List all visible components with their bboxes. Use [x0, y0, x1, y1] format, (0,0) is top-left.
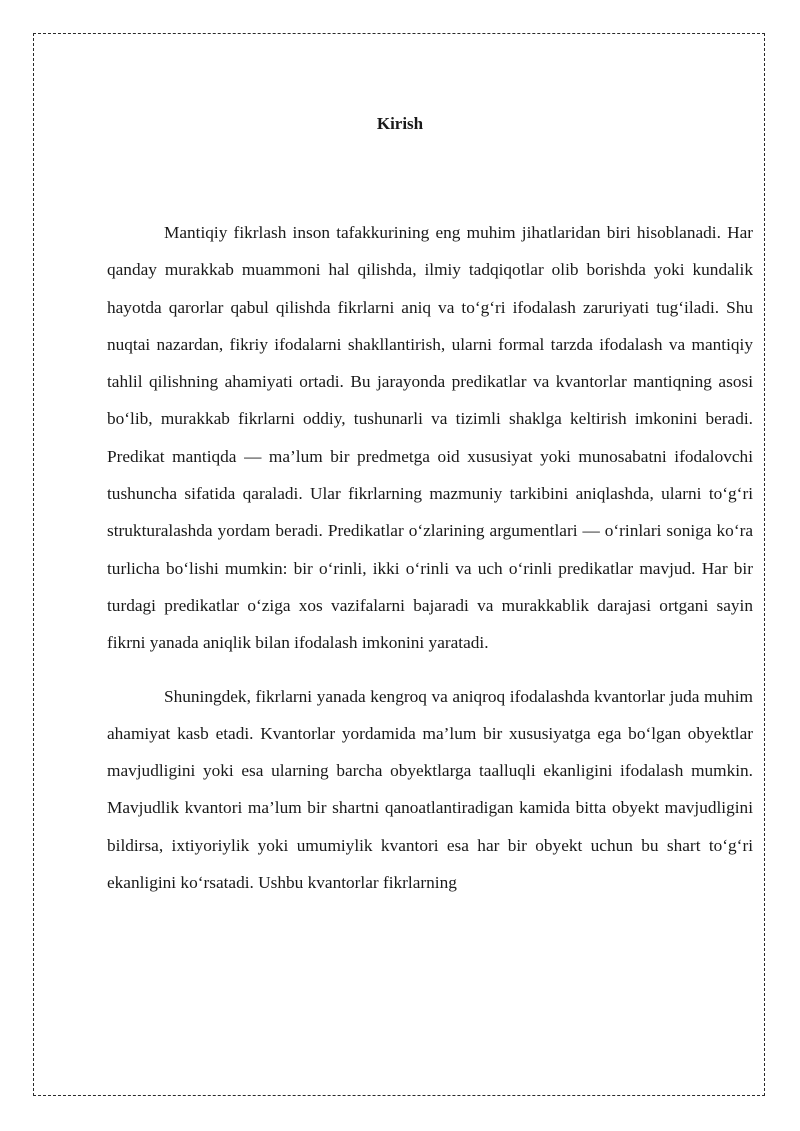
paragraph-1: Mantiqiy fikrlash inson tafakkurining eng muhim jihatlaridan biri hisoblanadi. Har qanday murakkab muammoni hal qilishda, ilmiy tadqiqotlar olib borishda yoki kundalik hayotda qarorlar qabul qilishda fikrlarni aniq va to‘g‘ri ifodalash zaruriyati tug‘iladi. Shu nuqtai nazardan, fikriy ifodalarni shakllantirish, ularni formal tarzda ifodalash va mantiqiy tahlil qilishning ahamiyati ortadi. Bu jarayonda predikatlar va kvantorlar mantiqning asosi bo‘lib, murakkab fikrlarni oddiy, tushunarli va tizimli shaklga keltirish imkonini beradi. Predikat mantiqda — ma’lum bir predmetga oid xususiyat yoki munosabatni ifodalovchi tushuncha sifatida qaraladi. Ular fikrlarning mazmuniy tarkibini aniqlashda, ularni to‘g‘ri strukturalashda yordam beradi. Predikatlar o‘zlarining argumentlari — o‘rinlari soniga ko‘ra turlicha bo‘lishi mumkin: bir o‘rinli, ikki o‘rinli va uch o‘rinli predikatlar mavjud. Har bir turdagi predikatlar o‘ziga xos vazifalarni bajaradi va murakkablik darajasi ortgani sayin fikrni yanada aniqlik bilan ifodalash imkonini yaratadi.: [107, 223, 753, 653]
document-body: [107, 214, 753, 901]
page-title: Kirish: [376, 114, 424, 133]
paragraph-2: Shuningdek, fikrlarni yanada kengroq va aniqroq ifodalashda kvantorlar juda muhim ahamiyat kasb etadi. Kvantorlar yordamida ma’lum bir xususiyatga ega bo‘lgan obyektlar mavjudligini yoki esa ularning barcha obyektlarga taalluqli ekanligini ifodalash mumkin. Mavjudlik kvantori ma’lum bir shartni qanoatlantiradigan kamida bitta obyekt mavjudligini bildirsa, ixtiyoriylik yoki umumiylik kvantori esa har bir obyekt uchun bu shart to‘g‘ri ekanligini ko‘rsatadi. Ushbu kvantorlar fikrlarning: [107, 686, 753, 893]
